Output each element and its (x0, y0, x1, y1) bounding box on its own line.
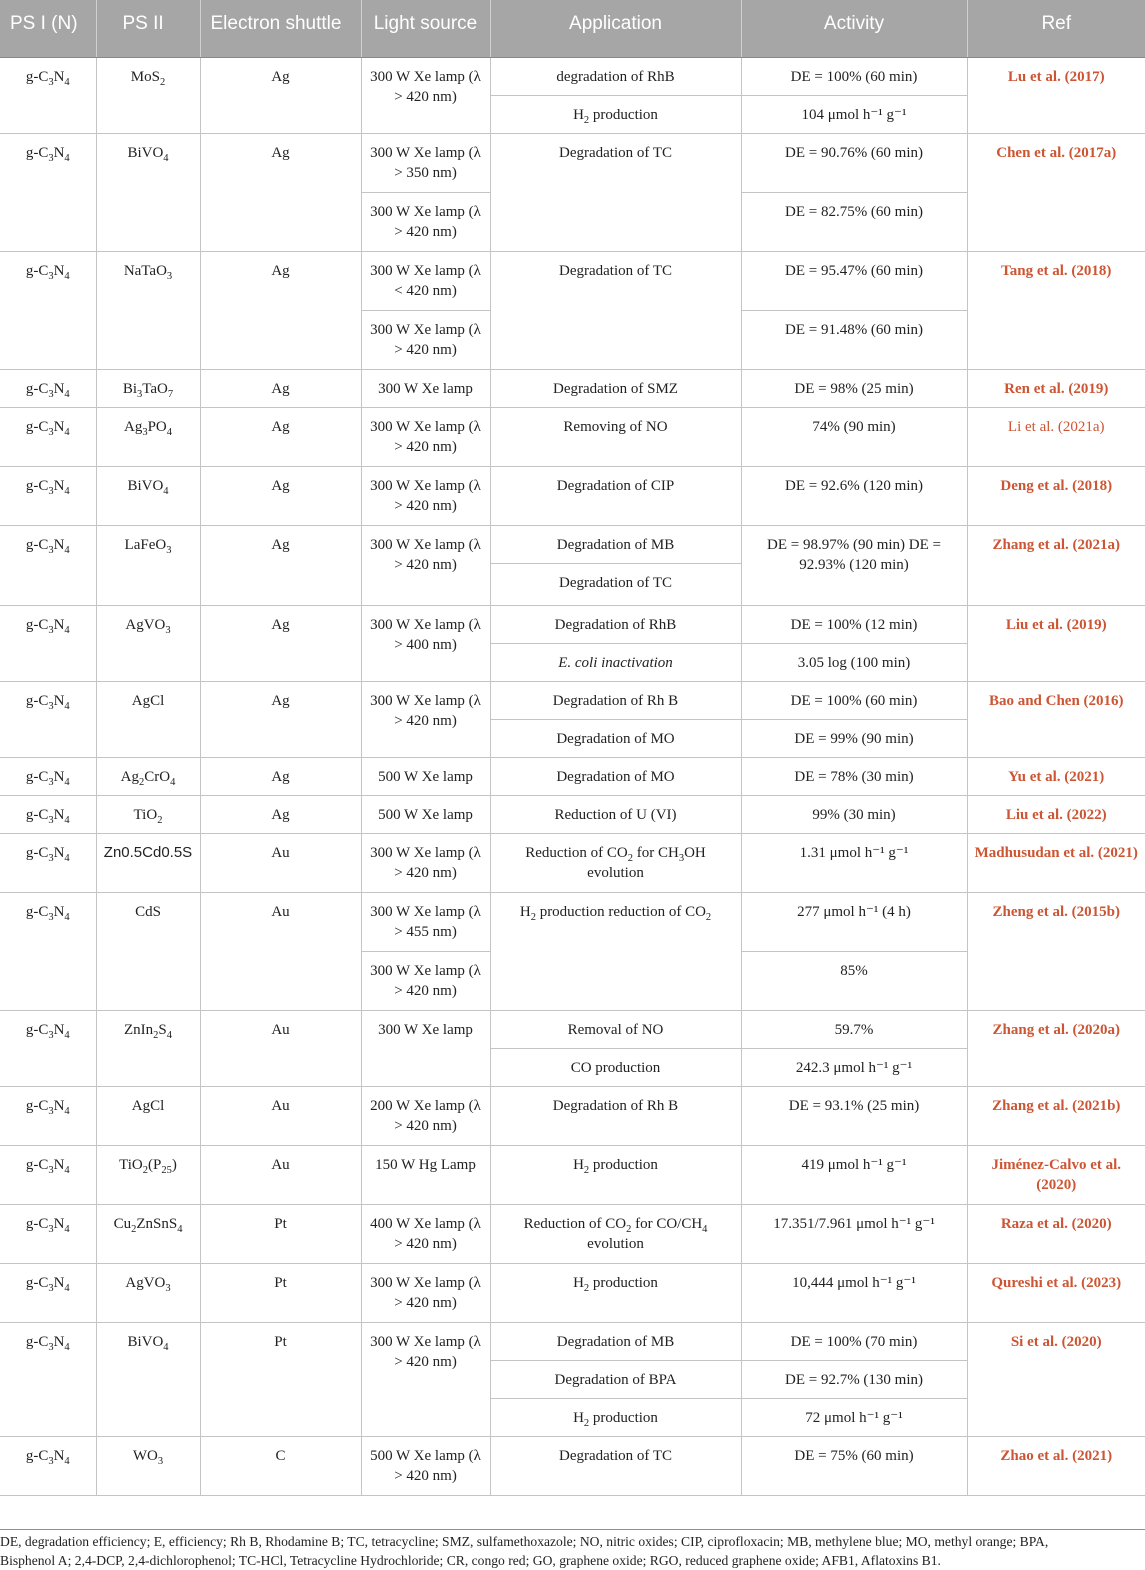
shuttle-cell: Ag (200, 57, 361, 133)
ps2-cell: $Ag_2CrO_4$ (96, 757, 200, 795)
ps1-cell: $g-C_3N_4$ (0, 525, 96, 605)
ps2-cell: Zn0.5Cd0.5S (96, 833, 200, 892)
activity-cell: DE = 92.7% (130 min) (741, 1360, 967, 1398)
ps2-cell: $Cu_2ZnSnS_4$ (96, 1204, 200, 1263)
table-row (0, 833, 1145, 892)
shuttle-cell: Ag (200, 407, 361, 466)
shuttle-cell: Pt (200, 1204, 361, 1263)
ref-link[interactable]: Zhao et al. (2021) (967, 1436, 1145, 1495)
ps2-cell: LaFeO$_3$ (96, 525, 200, 605)
application-cell: Degradation of RhB (490, 605, 741, 643)
shuttle-cell: Au (200, 1145, 361, 1204)
light-cell: 200 W Xe lamp (λ > 420 nm) (361, 1086, 490, 1145)
ps1-cell: $g-C_3N_4$ (0, 1204, 96, 1263)
ps1-cell: $g-C_3N_4$ (0, 369, 96, 407)
col-header-shuttle: Electron shuttle (200, 0, 361, 57)
ref-link[interactable]: Li et al. (2021a) (967, 407, 1145, 466)
application-cell: Degradation of TC (490, 133, 741, 251)
table-body (0, 57, 1145, 1495)
ps1-cell: $g-C_3N_4$ (0, 795, 96, 833)
ref-link[interactable]: Qureshi et al. (2023) (967, 1263, 1145, 1322)
shuttle-cell: Ag (200, 757, 361, 795)
shuttle-cell: Au (200, 833, 361, 892)
shuttle-cell: Ag (200, 251, 361, 369)
table-row (0, 1322, 1145, 1360)
ref-link[interactable]: Zhang et al. (2020a) (967, 1010, 1145, 1086)
ps1-cell: $g-C_3N_4$ (0, 1010, 96, 1086)
ps2-cell: $Ag_3PO_4$ (96, 407, 200, 466)
ps1-cell: $g-C_3N_4$ (0, 605, 96, 681)
ref-link[interactable]: Si et al. (2020) (967, 1322, 1145, 1436)
activity-cell: DE = 90.76% (60 min) (741, 133, 967, 192)
activity-cell: 74% (90 min) (741, 407, 967, 466)
footnote-line: DE, degradation efficiency; E, efficiency; Rh B, Rhodamine B; TC, tetracycline; SMZ, sulfamethoxazole; NO, nitric oxides; CIP, ciprofloxacin; MB, methylene blue; MO, methyl orange; BPA, (0, 1534, 1049, 1549)
ps1-cell: $g-C_3N_4$ (0, 1436, 96, 1495)
ref-link[interactable]: Raza et al. (2020) (967, 1204, 1145, 1263)
table-row (0, 1145, 1145, 1204)
col-header-application: Application (490, 0, 741, 57)
ps1-cell: $g-C_3N_4$ (0, 757, 96, 795)
activity-cell: 99% (30 min) (741, 795, 967, 833)
table-row (0, 892, 1145, 951)
application-cell: Reduction of U (VI) (490, 795, 741, 833)
footnote-line: Bisphenol A; 2,4-DCP, 2,4-dichlorophenol; TC-HCl, Tetracycline Hydrochloride; CR, congo red; GO, graphene oxide; RGO, reduced graphene oxide; AFB1, Aflatoxins B1. (0, 1553, 941, 1568)
activity-cell: DE = 100% (60 min) (741, 57, 967, 95)
application-cell: Degradation of MO (490, 719, 741, 757)
application-cell: Degradation of MO (490, 757, 741, 795)
ref-link[interactable]: Zhang et al. (2021a) (967, 525, 1145, 605)
light-cell: 400 W Xe lamp (λ > 420 nm) (361, 1204, 490, 1263)
ps1-cell: $g-C_3N_4$ (0, 466, 96, 525)
application-cell: Degradation of MB (490, 1322, 741, 1360)
ps1-cell: $g-C_3N_4$ (0, 1145, 96, 1204)
table-row (0, 407, 1145, 466)
table-row (0, 681, 1145, 719)
light-cell: 300 W Xe lamp (λ > 420 nm) (361, 1322, 490, 1436)
ps2-cell: $TiO_2(P_{25})$ (96, 1145, 200, 1204)
ps2-cell: $ZnIn_2S_4$ (96, 1010, 200, 1086)
shuttle-cell: Pt (200, 1263, 361, 1322)
application-cell: Degradation of TC (490, 563, 741, 605)
application-cell: Degradation of Rh B (490, 681, 741, 719)
header-row (0, 0, 1145, 57)
light-cell: 300 W Xe lamp (λ > 420 nm) (361, 466, 490, 525)
ref-link[interactable]: Chen et al. (2017a) (967, 133, 1145, 251)
activity-cell: 104 μmol h⁻¹ g⁻¹ (741, 95, 967, 133)
application-cell: Degradation of TC (490, 251, 741, 369)
activity-cell: DE = 100% (12 min) (741, 605, 967, 643)
application-cell: Removing of NO (490, 407, 741, 466)
light-cell: 300 W Xe lamp (λ > 420 nm) (361, 310, 490, 369)
ps2-cell: $WO_3$ (96, 1436, 200, 1495)
light-cell: 300 W Xe lamp (λ > 420 nm) (361, 525, 490, 605)
ref-link[interactable]: Bao and Chen (2016) (967, 681, 1145, 757)
activity-cell: DE = 93.1% (25 min) (741, 1086, 967, 1145)
application-cell: Degradation of Rh B (490, 1086, 741, 1145)
light-cell: 300 W Xe lamp (λ > 420 nm) (361, 1263, 490, 1322)
activity-cell: 277 μmol h⁻¹ (4 h) (741, 892, 967, 951)
shuttle-cell: Ag (200, 525, 361, 605)
activity-cell: DE = 99% (90 min) (741, 719, 967, 757)
ps2-cell: CdS (96, 892, 200, 1010)
activity-cell: DE = 100% (60 min) (741, 681, 967, 719)
shuttle-cell: Ag (200, 466, 361, 525)
ref-link[interactable]: Deng et al. (2018) (967, 466, 1145, 525)
table-row (0, 466, 1145, 525)
light-cell: 300 W Xe lamp (λ > 420 nm) (361, 407, 490, 466)
application-cell: Degradation of MB (490, 525, 741, 563)
col-header-light: Light source (361, 0, 490, 57)
ref-link[interactable]: Zheng et al. (2015b) (967, 892, 1145, 1010)
application-cell: Degradation of CIP (490, 466, 741, 525)
ps1-cell: $g-C_3N_4$ (0, 833, 96, 892)
ps2-cell: BiVO$_4$ (96, 1322, 200, 1436)
ref-link[interactable]: Yu et al. (2021) (967, 757, 1145, 795)
activity-cell: DE = 78% (30 min) (741, 757, 967, 795)
activity-cell: 10,444 μmol h⁻¹ g⁻¹ (741, 1263, 967, 1322)
application-cell: $H_2$ production reduction of $CO_2$ (490, 892, 741, 1010)
ps2-cell: AgCl (96, 1086, 200, 1145)
table-row (0, 1086, 1145, 1145)
ref-link[interactable]: Madhusudan et al. (2021) (967, 833, 1145, 892)
ps2-cell: MoS$_2$ (96, 57, 200, 133)
ps1-cell: $g-C_3N_4$ (0, 1086, 96, 1145)
shuttle-cell: Ag (200, 795, 361, 833)
light-cell: 300 W Xe lamp (λ > 400 nm) (361, 605, 490, 681)
ps1-cell: $g-C_3N_4$ (0, 892, 96, 1010)
ps1-cell: $g-C_3N_4$ (0, 407, 96, 466)
application-cell: $H_2$ production (490, 1263, 741, 1322)
application-cell: E. coli inactivation (490, 643, 741, 681)
ps2-cell: BiVO$_4$ (96, 466, 200, 525)
application-cell: $H_2$ production (490, 1145, 741, 1204)
ps1-cell: $g-C_3N_4$ (0, 1322, 96, 1436)
table-row (0, 369, 1145, 407)
light-cell: 300 W Xe lamp (λ < 420 nm) (361, 251, 490, 310)
col-header-ps2: PS II (96, 0, 200, 57)
shuttle-cell: Ag (200, 369, 361, 407)
ps2-cell: AgVO$_3$ (96, 605, 200, 681)
application-cell: Reduction of $CO_2$ for $CO/CH_4$ evolution (490, 1204, 741, 1263)
activity-cell: 85% (741, 951, 967, 1010)
activity-cell: DE = 95.47% (60 min) (741, 251, 967, 310)
table-row (0, 57, 1145, 95)
table-row (0, 525, 1145, 563)
activity-cell: DE = 98% (25 min) (741, 369, 967, 407)
application-cell: $H_2$ production (490, 1398, 741, 1436)
application-cell: Degradation of TC (490, 1436, 741, 1495)
table-row (0, 757, 1145, 795)
light-cell: 500 W Xe lamp (361, 795, 490, 833)
shuttle-cell: C (200, 1436, 361, 1495)
table-row (0, 1204, 1145, 1263)
ps1-cell: $g-C_3N_4$ (0, 133, 96, 251)
col-header-activity: Activity (741, 0, 967, 57)
ref-link[interactable]: Ren et al. (2019) (967, 369, 1145, 407)
light-cell: 300 W Xe lamp (361, 369, 490, 407)
light-cell: 500 W Xe lamp (361, 757, 490, 795)
application-cell: Degradation of BPA (490, 1360, 741, 1398)
col-header-ref: Ref (967, 0, 1145, 57)
activity-cell: DE = 100% (70 min) (741, 1322, 967, 1360)
activity-cell: 17.351/7.961 μmol h⁻¹ g⁻¹ (741, 1204, 967, 1263)
activity-cell: 72 μmol h⁻¹ g⁻¹ (741, 1398, 967, 1436)
activity-cell: DE = 82.75% (60 min) (741, 192, 967, 251)
light-cell: 300 W Xe lamp (λ > 350 nm) (361, 133, 490, 192)
table-row (0, 1010, 1145, 1048)
table-row (0, 605, 1145, 643)
table-row (0, 1436, 1145, 1495)
light-cell: 300 W Xe lamp (λ > 420 nm) (361, 681, 490, 757)
ps1-cell: $g-C_3N_4$ (0, 57, 96, 133)
shuttle-cell: Au (200, 1010, 361, 1086)
light-cell: 150 W Hg Lamp (361, 1145, 490, 1204)
shuttle-cell: Ag (200, 133, 361, 251)
application-cell: degradation of RhB (490, 57, 741, 95)
light-cell: 300 W Xe lamp (361, 1010, 490, 1086)
application-cell: $H_2$ production (490, 95, 741, 133)
ps2-cell: $Bi_3TaO_7$ (96, 369, 200, 407)
light-cell: 300 W Xe lamp (λ > 420 nm) (361, 951, 490, 1010)
ref-link[interactable]: Liu et al. (2022) (967, 795, 1145, 833)
activity-cell: 1.31 μmol h⁻¹ g⁻¹ (741, 833, 967, 892)
light-cell: 300 W Xe lamp (λ > 420 nm) (361, 192, 490, 251)
shuttle-cell: Au (200, 1086, 361, 1145)
table-row (0, 133, 1145, 192)
table-row (0, 251, 1145, 310)
shuttle-cell: Ag (200, 681, 361, 757)
ref-link[interactable]: Zhang et al. (2021b) (967, 1086, 1145, 1145)
application-cell: Removal of NO (490, 1010, 741, 1048)
shuttle-cell: Au (200, 892, 361, 1010)
activity-cell: DE = 98.97% (90 min) DE = 92.93% (120 min) (741, 525, 967, 605)
ps2-cell: AgCl (96, 681, 200, 757)
ps1-cell: $g-C_3N_4$ (0, 1263, 96, 1322)
activity-cell: 419 μmol h⁻¹ g⁻¹ (741, 1145, 967, 1204)
ref-link[interactable]: Liu et al. (2019) (967, 605, 1145, 681)
ps2-cell: BiVO$_4$ (96, 133, 200, 251)
ref-link[interactable]: Lu et al. (2017) (967, 57, 1145, 133)
table-row (0, 795, 1145, 833)
ps2-cell: AgVO$_3$ (96, 1263, 200, 1322)
application-cell: Reduction of $CO_2$ for $CH_3OH$ evolution (490, 833, 741, 892)
light-cell: 500 W Xe lamp (λ > 420 nm) (361, 1436, 490, 1495)
activity-cell: 3.05 log (100 min) (741, 643, 967, 681)
activity-cell: 59.7% (741, 1010, 967, 1048)
activity-cell: DE = 91.48% (60 min) (741, 310, 967, 369)
activity-cell: DE = 75% (60 min) (741, 1436, 967, 1495)
shuttle-cell: Ag (200, 605, 361, 681)
light-cell: 300 W Xe lamp (λ > 455 nm) (361, 892, 490, 951)
application-cell: CO production (490, 1048, 741, 1086)
ref-link[interactable]: Jiménez-Calvo et al. (2020) (967, 1145, 1145, 1204)
table-row (0, 1263, 1145, 1322)
ps1-cell: $g-C_3N_4$ (0, 681, 96, 757)
ps2-cell: TiO$_2$ (96, 795, 200, 833)
activity-cell: 242.3 μmol h⁻¹ g⁻¹ (741, 1048, 967, 1086)
shuttle-cell: Pt (200, 1322, 361, 1436)
ref-link[interactable]: Tang et al. (2018) (967, 251, 1145, 369)
light-cell: 300 W Xe lamp (λ > 420 nm) (361, 833, 490, 892)
col-header-ps1: PS I (N) (0, 0, 96, 57)
activity-cell: DE = 92.6% (120 min) (741, 466, 967, 525)
light-cell: 300 W Xe lamp (λ > 420 nm) (361, 57, 490, 133)
ps1-cell: $g-C_3N_4$ (0, 251, 96, 369)
ps2-cell: NaTaO$_3$ (96, 251, 200, 369)
application-cell: Degradation of SMZ (490, 369, 741, 407)
